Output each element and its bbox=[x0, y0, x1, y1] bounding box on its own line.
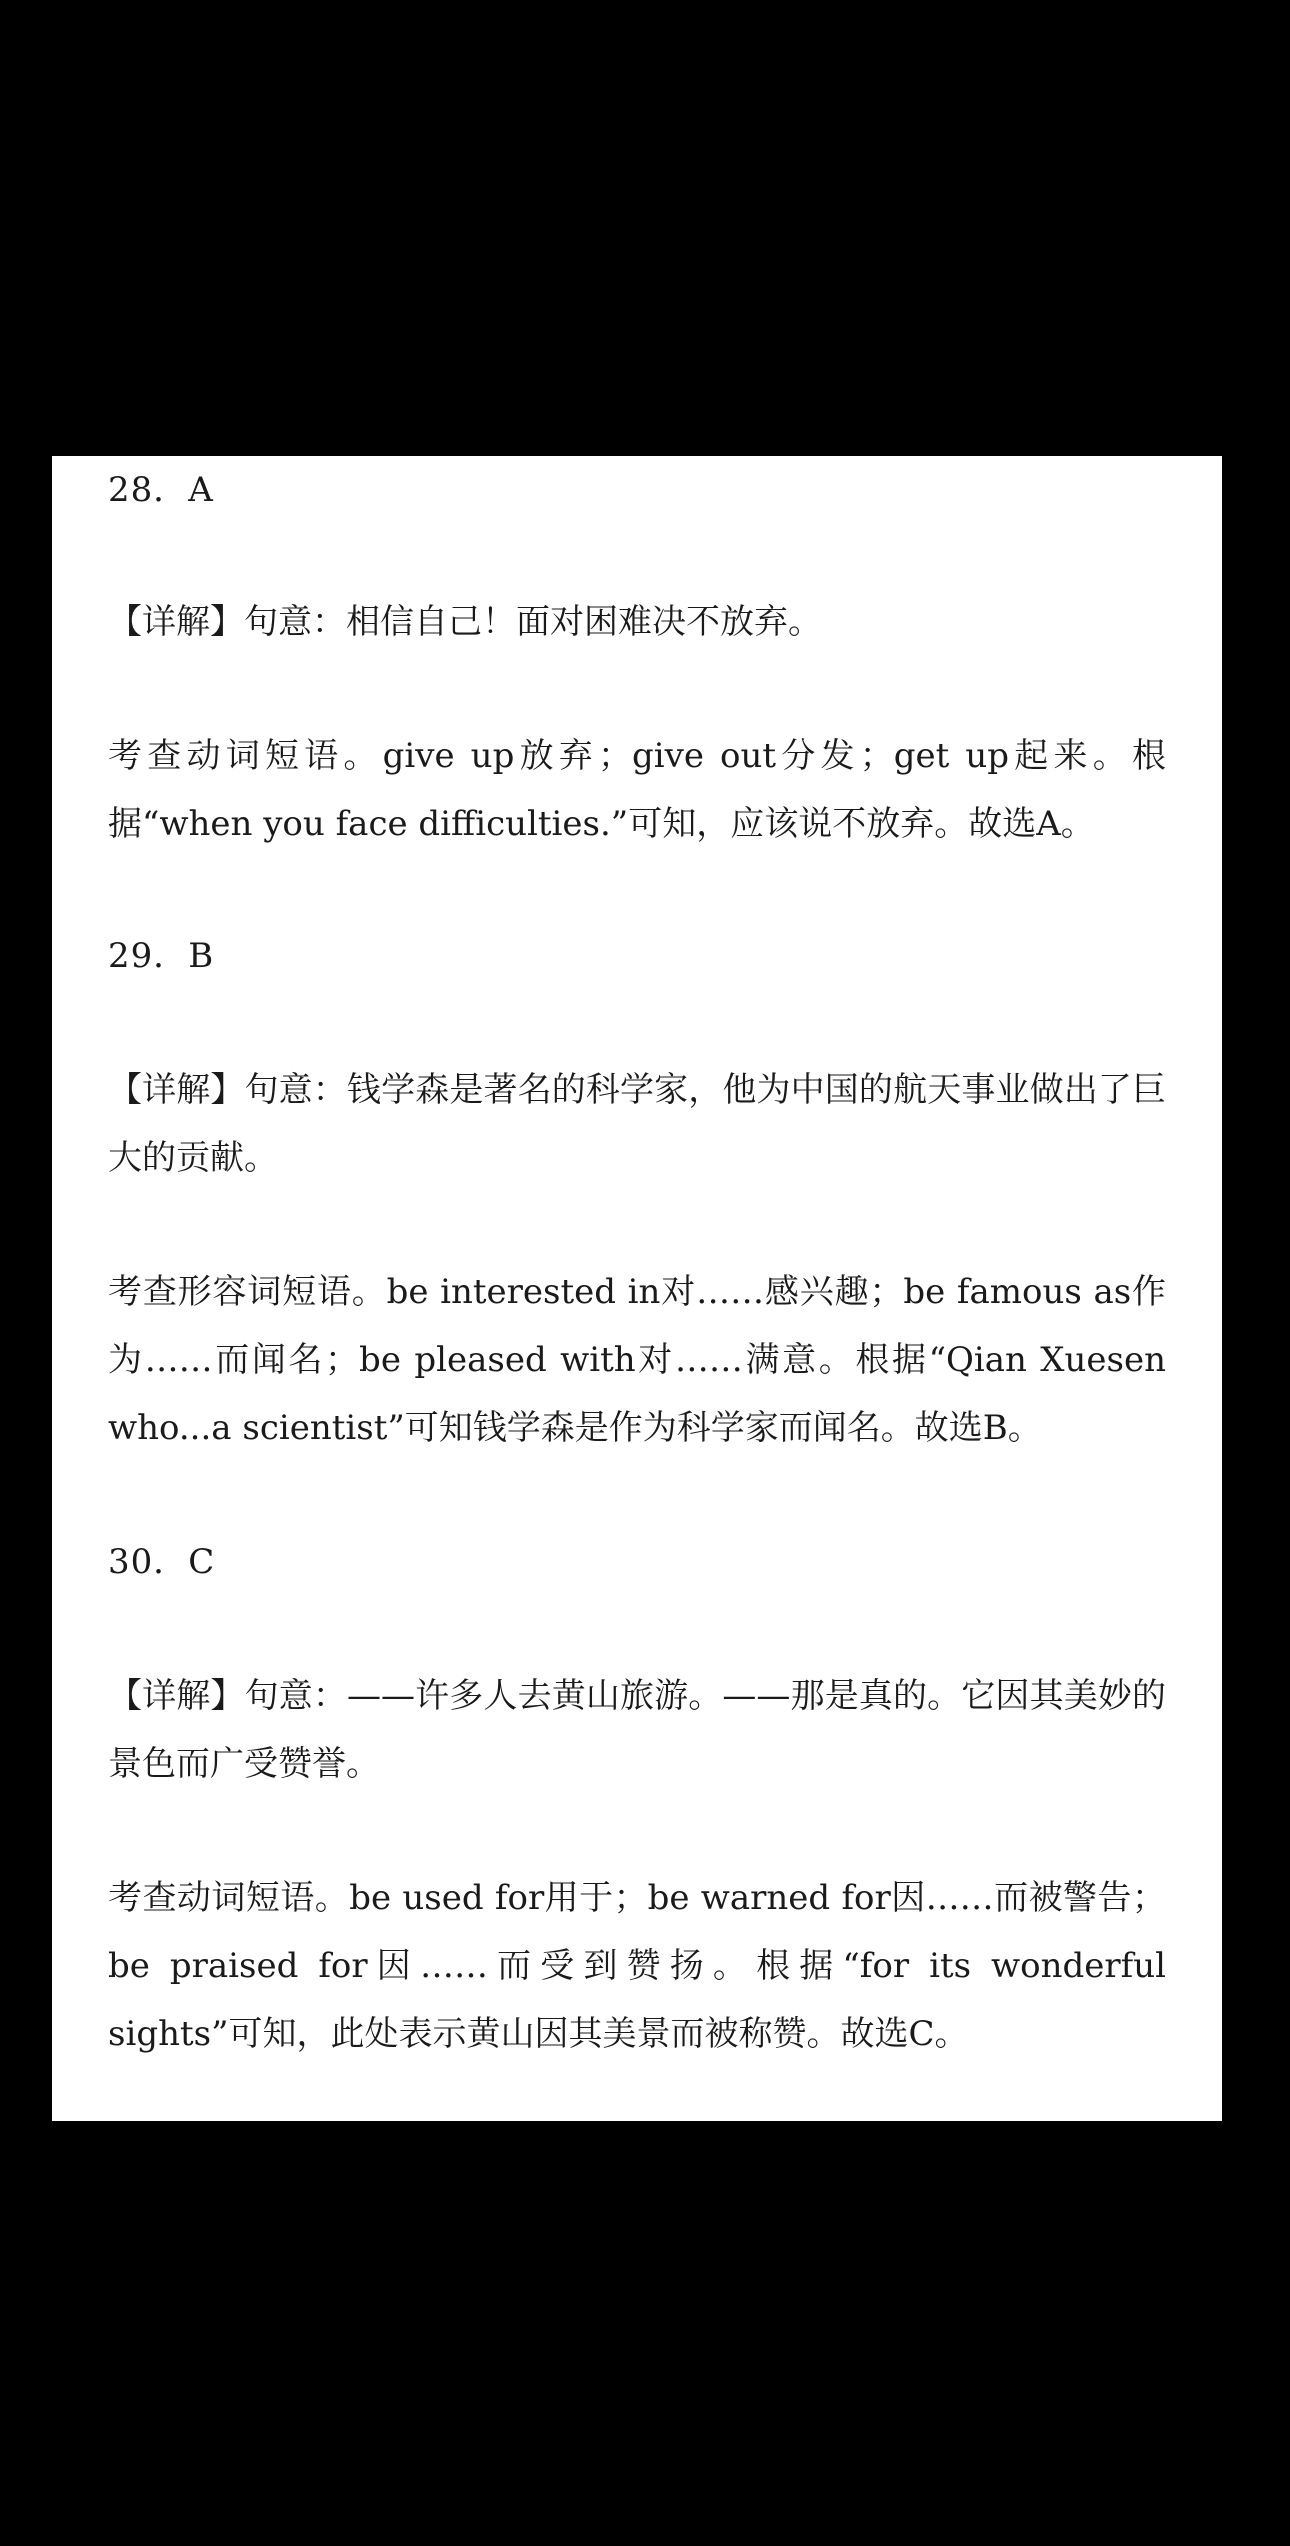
question-30-number: 30．C bbox=[108, 1542, 216, 1582]
question-28-analysis: 考查动词短语。give up放弃；give out分发；get up起来。根据“when you face difficulties.”可知，应该说不放弃。故选A。 bbox=[108, 736, 1166, 844]
question-29-number: 29．B bbox=[108, 936, 215, 976]
question-30-analysis: 考查动词短语。be used for用于；be warned for因……而被警告；be praised for因……而受到赞扬。根据“for its wonderful sights”可知，此处表示黄山因其美景而被称赞。故选C。 bbox=[108, 1878, 1166, 2054]
question-28-detail: 【详解】句意：相信自己！面对困难决不放弃。 bbox=[108, 602, 822, 642]
question-28-number: 28．A bbox=[108, 470, 214, 510]
question-29-detail: 【详解】句意：钱学森是著名的科学家，他为中国的航天事业做出了巨大的贡献。 bbox=[108, 1070, 1166, 1178]
question-30-detail: 【详解】句意：——许多人去黄山旅游。——那是真的。它因其美妙的景色而广受赞誉。 bbox=[108, 1676, 1166, 1784]
question-29-analysis: 考查形容词短语。be interested in对……感兴趣；be famous as作为……而闻名；be pleased with对……满意。根据“Qian Xuesen who...a scientist”可知钱学森是作为科学家而闻名。故选B。 bbox=[108, 1272, 1166, 1448]
document-page bbox=[52, 456, 1222, 2121]
